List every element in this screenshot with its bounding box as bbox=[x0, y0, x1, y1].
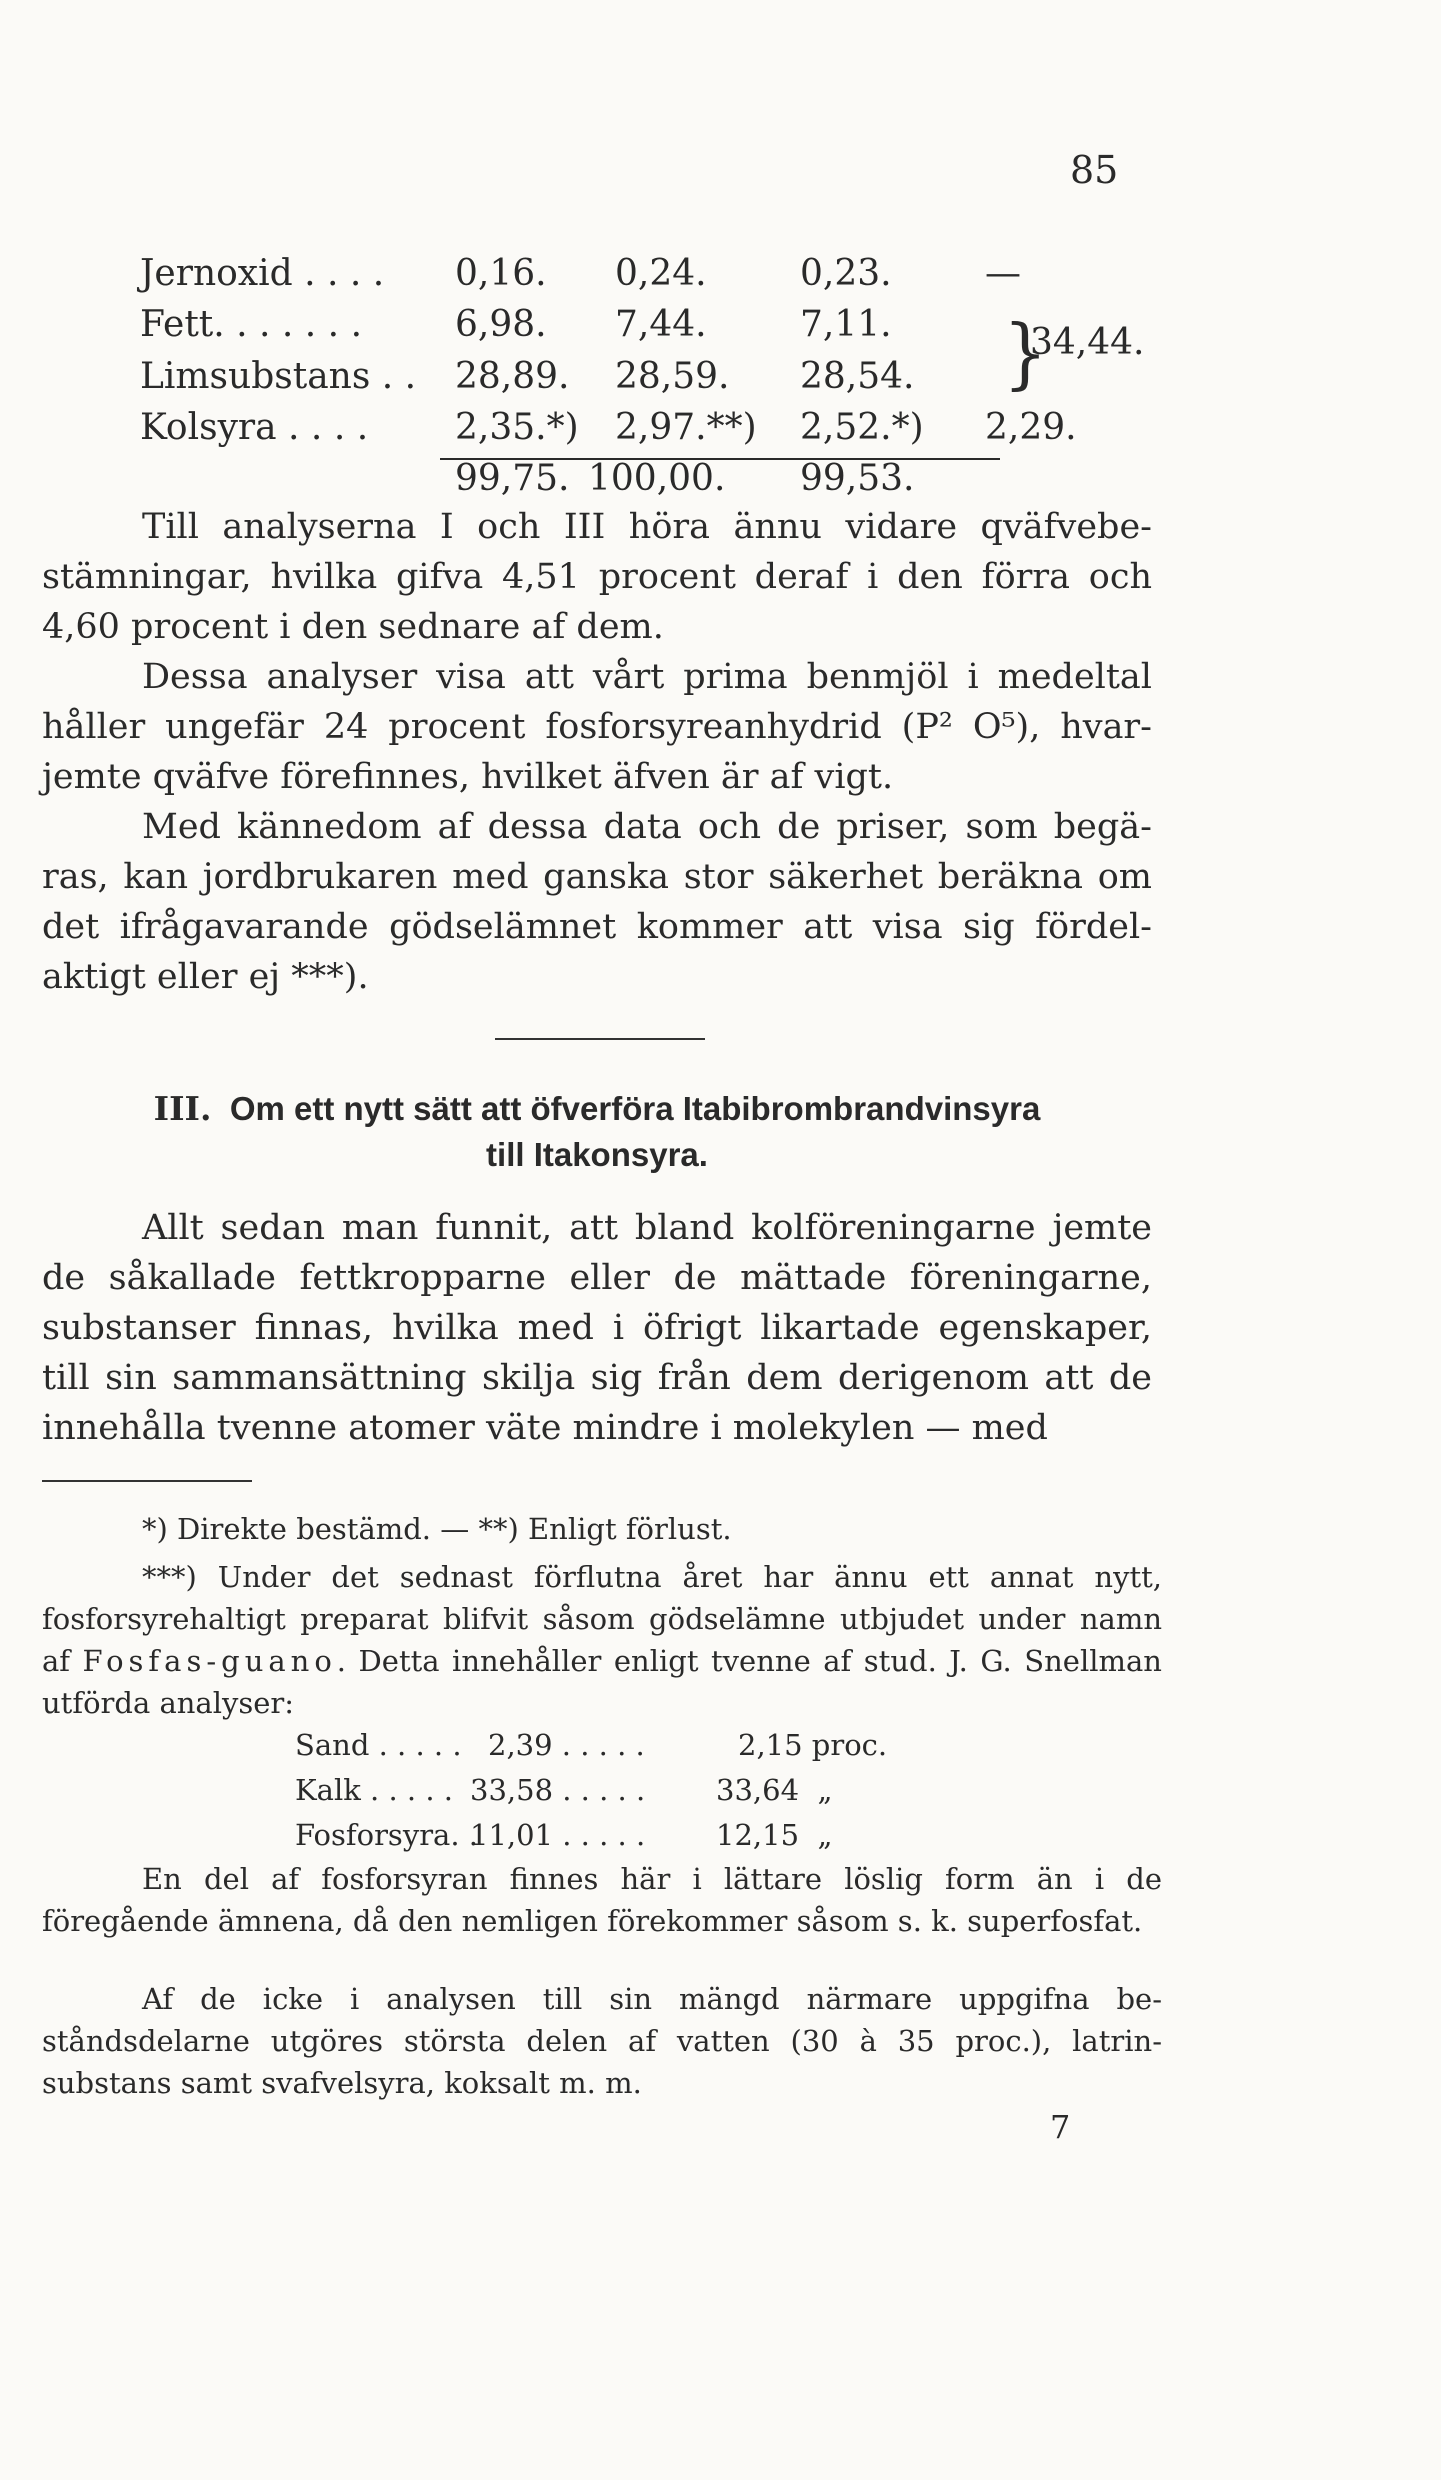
table-cell: 2,97.**) bbox=[615, 407, 757, 448]
total-cell: 100,00. bbox=[588, 458, 726, 499]
totals-row bbox=[0, 458, 1441, 508]
paragraph: Allt sedan man funnit, att bland kolföreningarne jemte de såkallade fettkropparne eller de mättade föreningarne, substanser finnas, hvilka med i öfrigt likartade egenskaper, till sin sammansättning skilja sig från dem derigenom att de innehålla tvenne atomer väte mindre i molekylen — med bbox=[42, 1208, 1152, 1448]
table-cell: 0,23. bbox=[800, 253, 892, 294]
item-label: Sand . . . . . bbox=[295, 1728, 462, 1762]
signature-mark: 7 bbox=[1050, 2108, 1071, 2146]
table-row bbox=[0, 407, 1441, 457]
table-cell: 7,44. bbox=[615, 304, 707, 345]
table-cell: 2,29. bbox=[985, 407, 1077, 448]
footnote: ***) Under det sednast förflutna året har ännu ett annat nytt, fosforsyrehaltigt preparat blifvit såsom gödselämne utbjudet under namn af Fosfas-guano. Detta innehåller enligt tvenne af stud. J. G. Snellman utförda analyser: bbox=[42, 1560, 1162, 1720]
paragraph: Med kännedom af dessa data och de priser, som begäras, kan jordbrukaren med ganska stor säkerhet beräkna om det ifrågavarande gödselämnet kommer att visa sig fördelaktigt eller ej ***). bbox=[42, 807, 1152, 997]
total-cell: 99,53. bbox=[800, 458, 915, 499]
footnote: En del af fosforsyran finnes här i lättare löslig form än i de föregående ämnena, då den nemligen förekommer såsom s. k. superfosfat. bbox=[42, 1862, 1162, 1938]
table-row bbox=[0, 304, 1441, 354]
table-cell: 0,24. bbox=[615, 253, 707, 294]
table-cell: 28,89. bbox=[455, 356, 570, 397]
row-label: Limsubstans . . bbox=[140, 356, 417, 397]
brace-total: 34,44. bbox=[1030, 322, 1145, 363]
table-cell: 0,16. bbox=[455, 253, 547, 294]
table-cell: 2,52.*) bbox=[800, 407, 924, 448]
total-cell: 99,75. bbox=[455, 458, 570, 499]
table-row bbox=[0, 356, 1441, 406]
item-value: 12,15 „ bbox=[716, 1818, 833, 1852]
item-label: Fosforsyra. . bbox=[295, 1818, 479, 1852]
row-label: Fett. . . . . . . bbox=[140, 304, 363, 345]
paragraph: Till analyserna I och III höra ännu vidare qväfvebestämningar, hvilka gifva 4,51 procent deraf i den förra och 4,60 procent i den sednare af dem. bbox=[42, 507, 1152, 647]
item-value: 33,64 „ bbox=[716, 1773, 833, 1807]
section-divider bbox=[495, 1038, 705, 1040]
footnote-divider bbox=[42, 1480, 252, 1482]
item-value: 2,15 proc. bbox=[738, 1728, 888, 1762]
item-value: 33,58 . . . . . bbox=[470, 1773, 646, 1807]
footnote: *) Direkte bestämd. — **) Enligt förlust. bbox=[142, 1512, 732, 1546]
paragraph: Dessa analyser visa att vårt prima benmjöl i medeltal håller ungefär 24 procent fosforsyreanhydrid (P² O⁵), hvarjemte qväfve förefinnes, hvilket äfven är af vigt. bbox=[42, 657, 1152, 797]
brace: } bbox=[1003, 307, 1048, 399]
item-value: 2,39 . . . . . bbox=[488, 1728, 645, 1762]
table-cell: — bbox=[985, 253, 1021, 294]
footnote: Af de icke i analysen till sin mängd närmare uppgifna beståndsdelarne utgöres största delen af vatten (30 à 35 proc.), latrinsubstans samt svafvelsyra, koksalt m. m. bbox=[42, 1982, 1162, 2100]
item-value: 11,01 . . . . . bbox=[470, 1818, 646, 1852]
table-cell: 28,54. bbox=[800, 356, 915, 397]
table-cell: 6,98. bbox=[455, 304, 547, 345]
section-heading: III. Om ett nytt sätt att öfverföra Itabibrombrandvinsyra till Itakonsyra. bbox=[153, 1089, 1041, 1173]
table-cell: 2,35.*) bbox=[455, 407, 579, 448]
item-label: Kalk . . . . . bbox=[295, 1773, 453, 1807]
table-cell: 28,59. bbox=[615, 356, 730, 397]
row-label: Jernoxid . . . . bbox=[140, 253, 385, 294]
table-cell: 7,11. bbox=[800, 304, 892, 345]
table-row bbox=[0, 253, 1441, 303]
page-number: 85 bbox=[1070, 148, 1119, 192]
row-label: Kolsyra . . . . bbox=[140, 407, 369, 448]
